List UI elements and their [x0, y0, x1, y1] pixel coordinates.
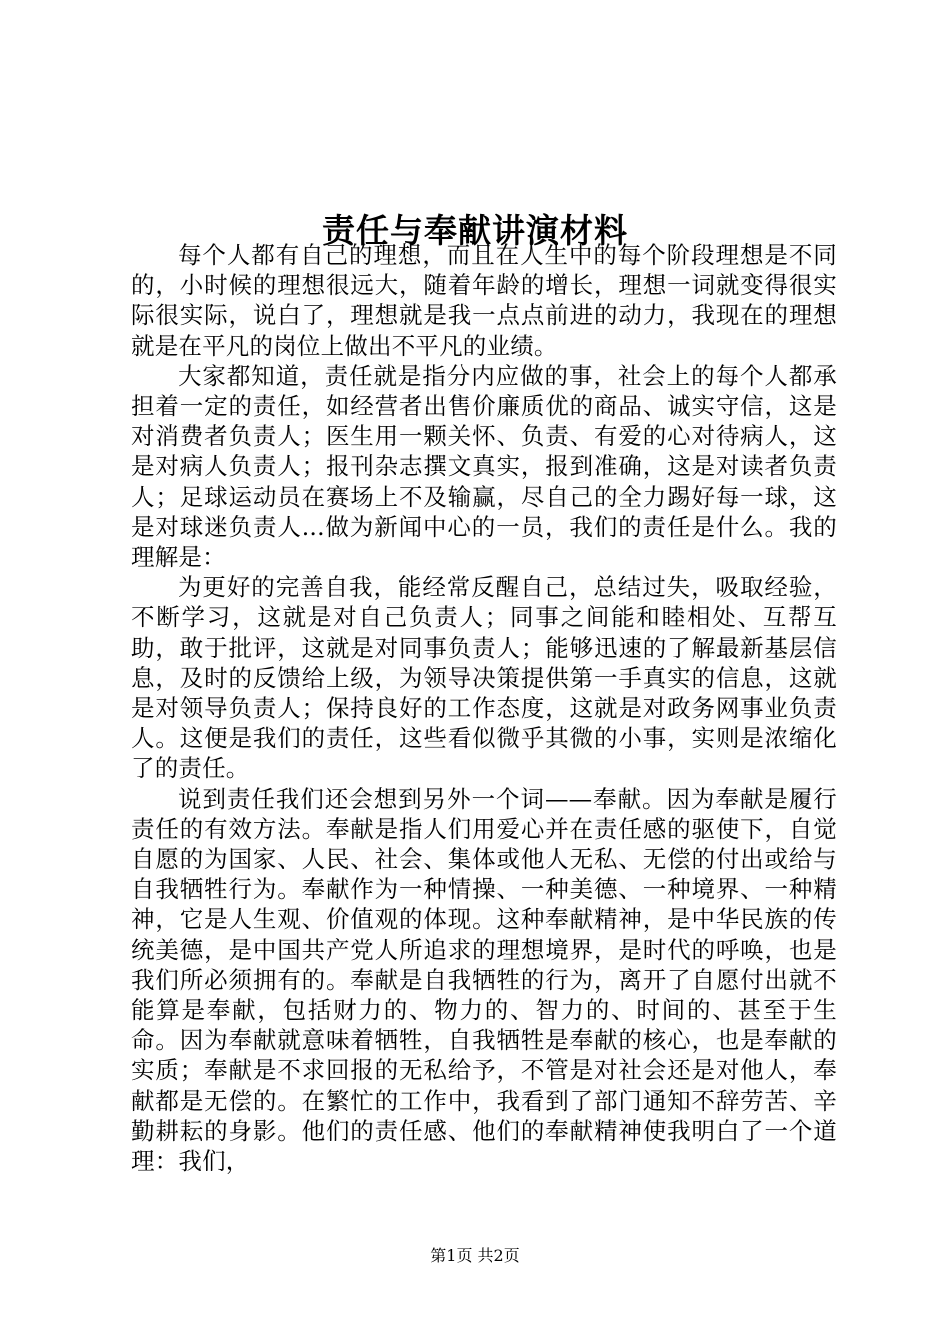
paragraph-3: 为更好的完善自我，能经常反醒自己，总结过失，吸取经验，不断学习，这就是对自己负责人；同事之间能和睦相处、互帮互助，敢于批评，这就是对同事负责人；能够迅速的了解最新基层信息，及时的反馈给上级，为领导决策提供第一手真实的信息，这就是对领导负责人；保持良好的工作态度，这就是对政务网事业负责人。这便是我们的责任，这些看似微乎其微的小事，实则是浓缩化了的责任。	[131, 573, 837, 783]
paragraph-1: 每个人都有自己的理想，而且在人生中的每个阶段理想是不同的，小时候的理想很远大，随着年龄的增长，理想一词就变得很实际很实际，说白了，理想就是我一点点前进的动力，我现在的理想就是在平凡的岗位上做出不平凡的业绩。	[131, 241, 837, 360]
document-body	[131, 240, 837, 1176]
page-footer: 第1页 共2页	[430, 1246, 520, 1265]
document-title: 责任与奉献讲演材料	[322, 211, 628, 251]
paragraph-4: 说到责任我们还会想到另外一个词——奉献。因为奉献是履行责任的有效方法。奉献是指人们用爱心并在责任感的驱使下，自觉自愿的为国家、人民、社会、集体或他人无私、无偿的付出或给与自我牺牲行为。奉献作为一种情操、一种美德、一种境界、一种精神，它是人生观、价值观的体现。这种奉献精神，是中华民族的传统美德，是中国共产党人所追求的理想境界，是时代的呼唤，也是我们所必须拥有的。奉献是自我牺牲的行为，离开了自愿付出就不能算是奉献，包括财力的、物力的、智力的、时间的、甚至于生命。因为奉献就意味着牺牲，自我牺牲是奉献的核心，也是奉献的实质；奉献是不求回报的无私给予，不管是对社会还是对他人，奉献都是无偿的。在繁忙的工作中，我看到了部门通知不辞劳苦、辛勤耕耘的身影。他们的责任感、他们的奉献精神使我明白了一个道理：我们，	[131, 784, 837, 1176]
paragraph-2: 大家都知道，责任就是指分内应做的事，社会上的每个人都承担着一定的责任，如经营者出售价廉质优的商品、诚实守信，这是对消费者负责人；医生用一颗关怀、负责、有爱的心对待病人，这是对病人负责人；报刊杂志撰文真实，报到准确，这是对读者负责人；足球运动员在赛场上不及输赢，尽自己的全力踢好每一球，这是对球迷负责人...做为新闻中心的一员，我们的责任是什么。我的理解是：	[131, 361, 837, 572]
